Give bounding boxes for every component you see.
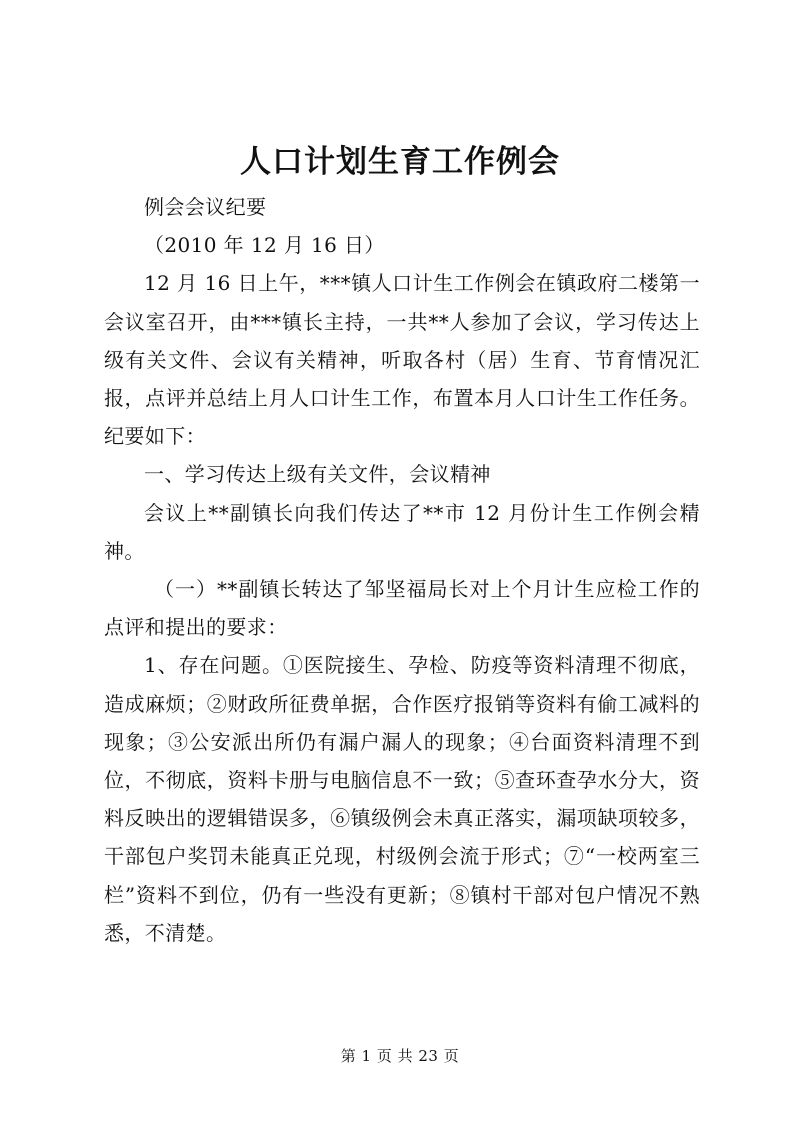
paragraph-date: （2010 年 12 月 16 日） xyxy=(144,233,385,258)
paragraph-intro: 12 月 16 日上午，***镇人口计生工作例会在镇政府二楼第一会议室召开，由***镇长主持，一共**人参加了会议，学习传达上级有关文件、会议有关精神，听取各村（居）生育、节育情况汇报，点评并总结上月人口计生工作，布置本月人口计生工作任务。纪要如下： xyxy=(104,271,700,449)
paragraph-section-heading: 一、学习传达上级有关文件，会议精神 xyxy=(144,462,491,487)
document-body xyxy=(104,188,700,952)
paragraph-subsection-heading: （一）**副镇长转达了邹坚福局长对上个月计生应检工作的点评和提出的要求： xyxy=(104,577,700,640)
page-footer: 第 1 页 共 23 页 xyxy=(340,1047,460,1065)
paragraph-problems: 1、存在问题。①医院接生、孕检、防疫等资料清理不彻底，造成麻烦；②财政所征费单据，合作医疗报销等资料有偷工减料的现象；③公安派出所仍有漏户漏人的现象；④台面资料清理不到位，不彻底，资料卡册与电脑信息不一致；⑤查环查孕水分大，资料反映出的逻辑错误多，⑥镇级例会未真正落实，漏项缺项较多，干部包户奖罚未能真正兑现，村级例会流于形式；⑦“一校两室三栏”资料不到位，仍有一些没有更新；⑧镇村干部对包户情况不熟悉，不清楚。 xyxy=(104,653,700,945)
document-title: 人口计划生育工作例会 xyxy=(240,144,560,180)
paragraph-meeting-summary: 会议上**副镇长向我们传达了**市 12 月份计生工作例会精神。 xyxy=(104,500,700,563)
paragraph-subtitle: 例会会议纪要 xyxy=(144,195,267,219)
